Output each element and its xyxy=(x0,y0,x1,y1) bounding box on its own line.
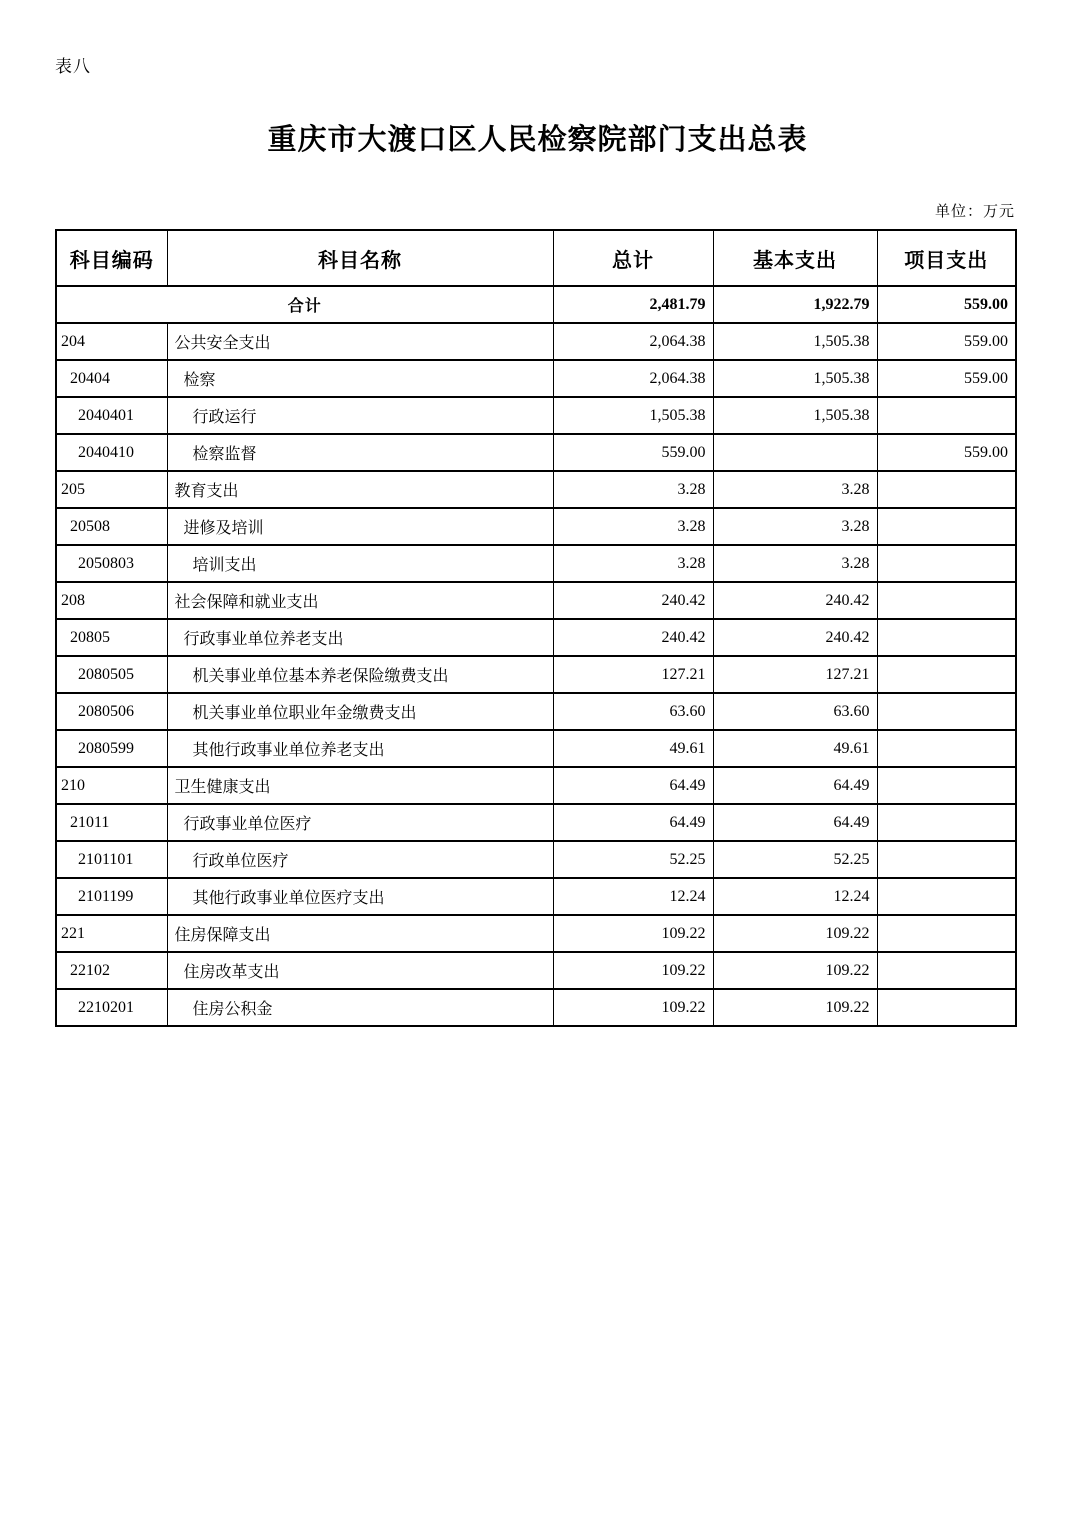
total-value: 2,064.38 xyxy=(553,323,713,360)
subject-name: 行政运行 xyxy=(167,397,553,434)
subject-code: 2040401 xyxy=(56,397,167,434)
subject-code: 205 xyxy=(56,471,167,508)
table-row xyxy=(56,508,1016,545)
column-header-3: 基本支出 xyxy=(713,230,877,286)
subject-code: 2080599 xyxy=(56,730,167,767)
summary-project: 559.00 xyxy=(877,286,1016,323)
basic-expenditure-value: 1,505.38 xyxy=(713,397,877,434)
basic-expenditure-value: 1,505.38 xyxy=(713,323,877,360)
expenditure-table xyxy=(55,229,1017,1027)
basic-expenditure-value: 109.22 xyxy=(713,952,877,989)
subject-name: 行政事业单位养老支出 xyxy=(167,619,553,656)
basic-expenditure-value: 64.49 xyxy=(713,767,877,804)
table-row xyxy=(56,915,1016,952)
project-expenditure-value: 559.00 xyxy=(877,323,1016,360)
basic-expenditure-value: 52.25 xyxy=(713,841,877,878)
total-value: 109.22 xyxy=(553,952,713,989)
total-value: 63.60 xyxy=(553,693,713,730)
subject-name: 教育支出 xyxy=(167,471,553,508)
table-row xyxy=(56,471,1016,508)
project-expenditure-value: 559.00 xyxy=(877,434,1016,471)
project-expenditure-value xyxy=(877,767,1016,804)
subject-name: 检察监督 xyxy=(167,434,553,471)
table-row xyxy=(56,841,1016,878)
total-value: 64.49 xyxy=(553,804,713,841)
subject-code: 2040410 xyxy=(56,434,167,471)
subject-name: 住房公积金 xyxy=(167,989,553,1026)
table-row xyxy=(56,693,1016,730)
project-expenditure-value xyxy=(877,915,1016,952)
subject-name: 培训支出 xyxy=(167,545,553,582)
subject-code: 22102 xyxy=(56,952,167,989)
project-expenditure-value xyxy=(877,582,1016,619)
subject-name: 卫生健康支出 xyxy=(167,767,553,804)
project-expenditure-value xyxy=(877,693,1016,730)
project-expenditure-value xyxy=(877,656,1016,693)
subject-code: 210 xyxy=(56,767,167,804)
project-expenditure-value: 559.00 xyxy=(877,360,1016,397)
basic-expenditure-value xyxy=(713,434,877,471)
total-value: 127.21 xyxy=(553,656,713,693)
subject-name: 机关事业单位职业年金缴费支出 xyxy=(167,693,553,730)
table-sheet-label: 表八 xyxy=(55,57,91,76)
column-header-0: 科目编码 xyxy=(56,230,167,286)
subject-code: 2101199 xyxy=(56,878,167,915)
summary-basic: 1,922.79 xyxy=(713,286,877,323)
project-expenditure-value xyxy=(877,841,1016,878)
subject-code: 2080505 xyxy=(56,656,167,693)
basic-expenditure-value: 49.61 xyxy=(713,730,877,767)
basic-expenditure-value: 240.42 xyxy=(713,619,877,656)
total-value: 240.42 xyxy=(553,619,713,656)
subject-name: 住房改革支出 xyxy=(167,952,553,989)
basic-expenditure-value: 12.24 xyxy=(713,878,877,915)
total-value: 49.61 xyxy=(553,730,713,767)
project-expenditure-value xyxy=(877,952,1016,989)
project-expenditure-value xyxy=(877,619,1016,656)
table-body xyxy=(56,286,1016,1026)
total-value: 3.28 xyxy=(553,545,713,582)
total-value: 240.42 xyxy=(553,582,713,619)
basic-expenditure-value: 64.49 xyxy=(713,804,877,841)
table-header-row xyxy=(56,230,1016,286)
page-title: 重庆市大渡口区人民检察院部门支出总表 xyxy=(267,124,808,156)
table-row xyxy=(56,656,1016,693)
basic-expenditure-value: 63.60 xyxy=(713,693,877,730)
table-row xyxy=(56,952,1016,989)
subject-code: 2101101 xyxy=(56,841,167,878)
column-header-2: 总计 xyxy=(553,230,713,286)
table-row xyxy=(56,730,1016,767)
total-value: 12.24 xyxy=(553,878,713,915)
subject-code: 2210201 xyxy=(56,989,167,1026)
project-expenditure-value xyxy=(877,508,1016,545)
subject-code: 208 xyxy=(56,582,167,619)
subject-name: 其他行政事业单位医疗支出 xyxy=(167,878,553,915)
subject-code: 21011 xyxy=(56,804,167,841)
subject-code: 20805 xyxy=(56,619,167,656)
subject-name: 公共安全支出 xyxy=(167,323,553,360)
subject-name: 住房保障支出 xyxy=(167,915,553,952)
subject-code: 20508 xyxy=(56,508,167,545)
total-value: 64.49 xyxy=(553,767,713,804)
basic-expenditure-value: 3.28 xyxy=(713,471,877,508)
subject-code: 20404 xyxy=(56,360,167,397)
summary-label: 合计 xyxy=(56,286,553,323)
subject-name: 机关事业单位基本养老保险缴费支出 xyxy=(167,656,553,693)
project-expenditure-value xyxy=(877,471,1016,508)
subject-name: 行政事业单位医疗 xyxy=(167,804,553,841)
table-row xyxy=(56,397,1016,434)
table-row xyxy=(56,323,1016,360)
project-expenditure-value xyxy=(877,989,1016,1026)
project-expenditure-value xyxy=(877,545,1016,582)
table-row xyxy=(56,989,1016,1026)
basic-expenditure-value: 240.42 xyxy=(713,582,877,619)
table-row xyxy=(56,360,1016,397)
subject-code: 2050803 xyxy=(56,545,167,582)
subject-name: 社会保障和就业支出 xyxy=(167,582,553,619)
basic-expenditure-value: 3.28 xyxy=(713,508,877,545)
table-row xyxy=(56,804,1016,841)
project-expenditure-value xyxy=(877,804,1016,841)
table-row xyxy=(56,434,1016,471)
table-row xyxy=(56,767,1016,804)
total-value: 52.25 xyxy=(553,841,713,878)
total-value: 109.22 xyxy=(553,915,713,952)
subject-name: 其他行政事业单位养老支出 xyxy=(167,730,553,767)
column-header-1: 科目名称 xyxy=(167,230,553,286)
basic-expenditure-value: 127.21 xyxy=(713,656,877,693)
project-expenditure-value xyxy=(877,730,1016,767)
total-value: 109.22 xyxy=(553,989,713,1026)
total-value: 559.00 xyxy=(553,434,713,471)
basic-expenditure-value: 1,505.38 xyxy=(713,360,877,397)
basic-expenditure-value: 109.22 xyxy=(713,989,877,1026)
subject-code: 2080506 xyxy=(56,693,167,730)
total-value: 3.28 xyxy=(553,471,713,508)
subject-code: 204 xyxy=(56,323,167,360)
subject-name: 检察 xyxy=(167,360,553,397)
table-row xyxy=(56,545,1016,582)
total-value: 1,505.38 xyxy=(553,397,713,434)
total-value: 3.28 xyxy=(553,508,713,545)
basic-expenditure-value: 3.28 xyxy=(713,545,877,582)
column-header-4: 项目支出 xyxy=(877,230,1016,286)
table-row xyxy=(56,619,1016,656)
table-row xyxy=(56,582,1016,619)
table-row xyxy=(56,878,1016,915)
summary-total: 2,481.79 xyxy=(553,286,713,323)
subject-name: 行政单位医疗 xyxy=(167,841,553,878)
summary-row xyxy=(56,286,1016,323)
basic-expenditure-value: 109.22 xyxy=(713,915,877,952)
project-expenditure-value xyxy=(877,878,1016,915)
project-expenditure-value xyxy=(877,397,1016,434)
unit-note: 单位：万元 xyxy=(934,204,1015,220)
subject-code: 221 xyxy=(56,915,167,952)
total-value: 2,064.38 xyxy=(553,360,713,397)
subject-name: 进修及培训 xyxy=(167,508,553,545)
